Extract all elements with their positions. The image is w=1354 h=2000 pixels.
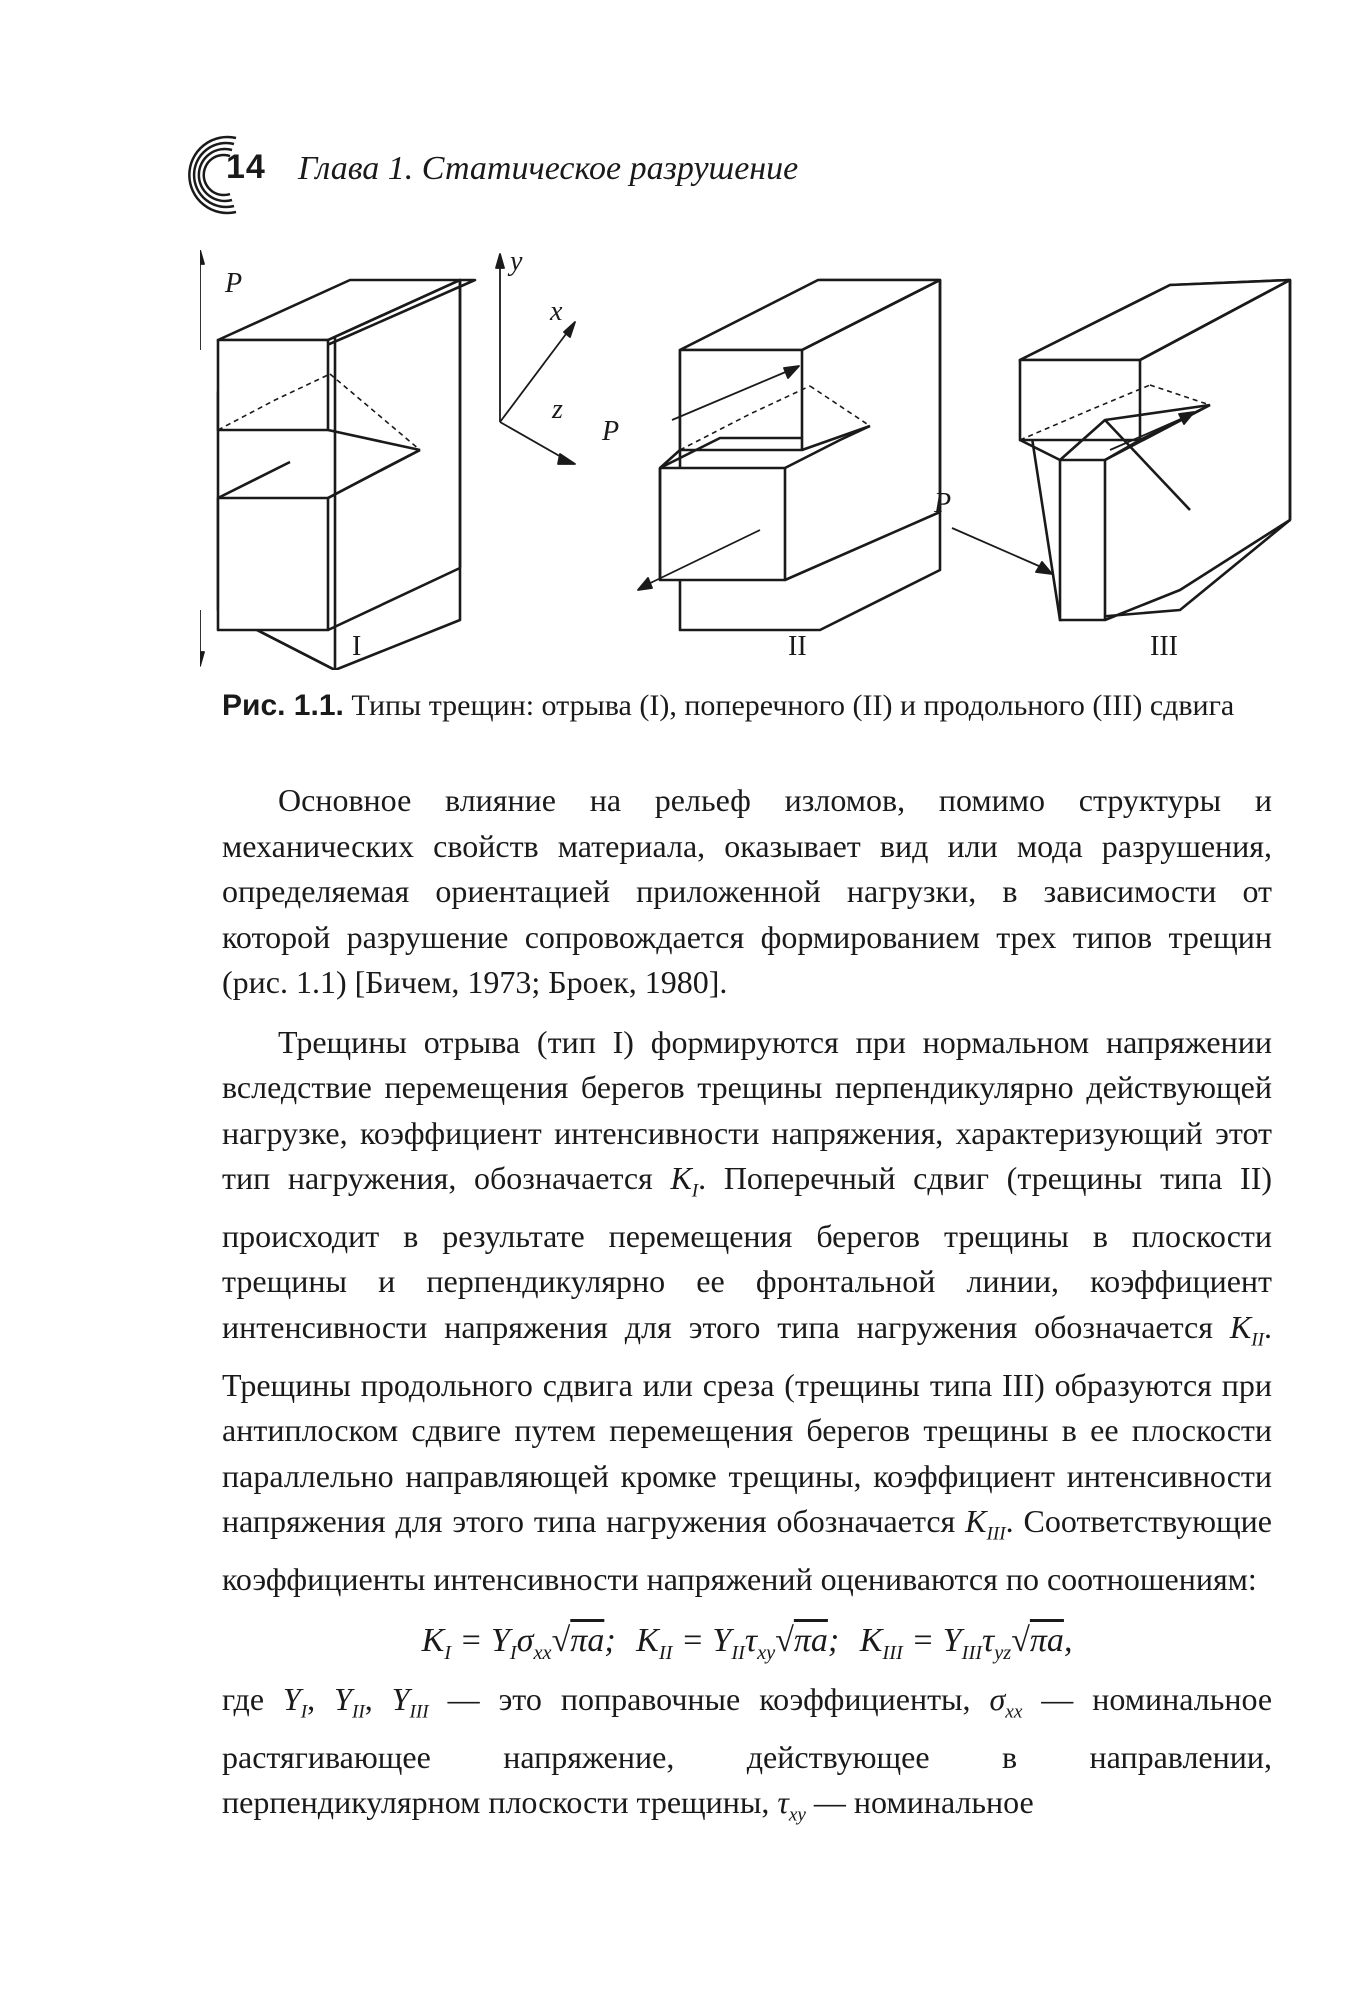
label-p-mode-2: P (602, 416, 620, 447)
symbol-k-i: $K_I$ (670, 1160, 699, 1202)
label-mode-3: III (1150, 631, 1178, 662)
figure-caption (222, 688, 1272, 724)
formula (222, 1615, 1272, 1667)
label-axis-x: x (550, 296, 563, 327)
symbol-y-iii: $Y_{III}$ (391, 1680, 429, 1723)
paragraph-2: Трещины отрыва (тип I) формируются при нормальном напряжении вследствие перемещения берегов трещины перпендикулярно действующей нагрузке, коэффициент интенсивности напряжения, характеризующий этот тип нагружения, обозначается $K_I$. Поперечный сдвиг (трещины типа II) происходит в результате перемещения берегов трещины в плоскости трещины и перпендикулярно ее фронтальной линии, коэффициент интенсивности напряжения для этого типа нагружения обозначается $K_{II}$. Трещины продольного сдвига или среза (трещины типа III) образуются при антиплоском сдвиге путем перемещения берегов трещины в ее плоскости параллельно направляющей кромке трещины, коэффициент интенсивности напряжения для этого типа нагружения обозначается $K_{III}$. Соответствующие коэффициенты интенсивности напряжений оцениваются по соотношениям: (222, 1023, 1273, 1598)
load-arrows-mode-1 (200, 250, 204, 666)
label-mode-1: I (352, 631, 362, 662)
running-title: Глава 1. Статическое разрушение (298, 150, 799, 187)
symbol-k-iii: $K_{III}$ (965, 1503, 1006, 1545)
formula-k2: $K_{II} = Y_{II}\tau_{xy}√\pi a$; (636, 1621, 840, 1664)
paragraph-3: где $Y_I$, $Y_{II}$, $Y_{III}$ — это поправочные коэффициенты, $\sigma_{xx}$ — номинальное растягивающее напряжение, действующее в направлении, перпендикулярном плоскости трещины, $\tau_{xy}$ — номинальное (222, 1680, 1273, 1826)
label-mode-2: II (788, 631, 807, 662)
symbol-sigma-xx: $\sigma_{xx}$ (989, 1680, 1023, 1723)
formula-k3: $K_{III} = Y_{III}\tau_{yz}√\pi a$, (859, 1621, 1073, 1664)
label-p-mode-3: P (934, 488, 952, 519)
page-header (178, 130, 1278, 230)
body-text (222, 778, 1272, 1838)
symbol-k-ii: $K_{II}$ (1229, 1308, 1264, 1351)
label-p-mode-1: P (225, 268, 243, 299)
block-mode-3 (1020, 280, 1290, 620)
label-axis-z: z (552, 394, 563, 425)
block-mode-1 (218, 280, 475, 670)
page-number: 14 (226, 148, 266, 186)
block-mode-2 (660, 280, 940, 630)
formula-k1: $K_I = Y_I\sigma_{xx}√\pi a$; (421, 1621, 616, 1664)
symbol-y-ii: $Y_{II}$ (334, 1680, 365, 1723)
symbol-tau-xy: $\tau_{xy}$ (777, 1784, 806, 1826)
crack-types-figure (200, 250, 1310, 670)
coordinate-axes (496, 254, 575, 464)
caption-label: Рис. 1.1. (222, 689, 344, 722)
caption-text: Типы трещин: отрыва (I), поперечного (II) и продольного (III) сдвига (343, 689, 1235, 722)
symbol-y-i: $Y_I$ (282, 1680, 308, 1723)
paragraph-1: Основное влияние на рельеф изломов, помимо структуры и механических свойств материала, оказывает вид или мода разрушения, определяемая ориентацией приложенной нагрузки, в зависимости от которой разрушение сопровождается формированием трех типов трещин (рис. 1.1) [Бичем, 1973; Броек, 1980]. (222, 782, 1272, 1000)
label-axis-y: y (510, 250, 523, 277)
